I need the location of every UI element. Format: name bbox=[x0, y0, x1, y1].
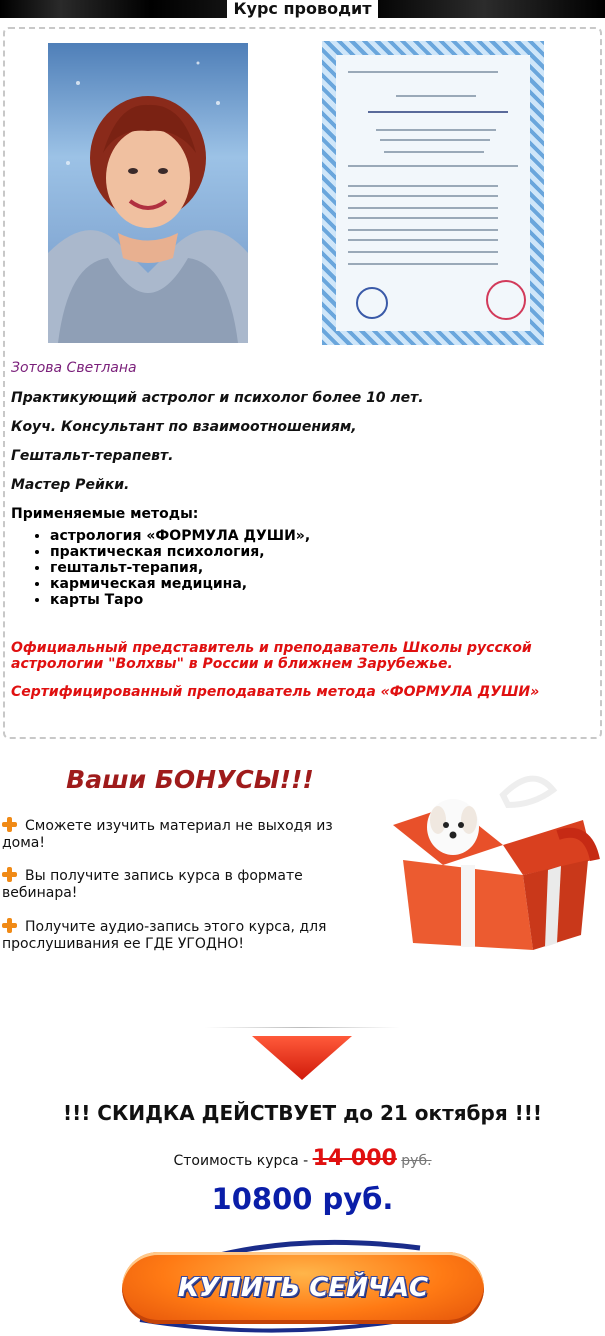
teacher-photo bbox=[48, 43, 248, 343]
teacher-name: Зотова Светлана bbox=[11, 360, 137, 376]
certified-note: Сертифицированный преподаватель метода «ФОРМУЛА ДУШИ» bbox=[11, 684, 540, 700]
old-price-unit: руб. bbox=[401, 1153, 432, 1169]
bonus-item: Сможете изучить материал не выходя из дома! bbox=[2, 818, 333, 851]
old-price: 14 000 bbox=[312, 1146, 397, 1171]
bonus-item: Получите аудио-запись этого курса, для прослушивания ее ГДЕ УГОДНО! bbox=[2, 919, 327, 952]
plus-icon bbox=[2, 867, 17, 882]
certificate-image bbox=[322, 41, 544, 345]
price-row bbox=[0, 1146, 605, 1171]
list-item: • кармическая медицина, bbox=[50, 576, 310, 592]
list-item: • гештальт-терапия, bbox=[50, 560, 310, 576]
list-item: • карты Таро bbox=[50, 592, 310, 608]
teacher-line: Коуч. Консультант по взаимоотношениям, bbox=[11, 419, 357, 435]
methods-title: Применяемые методы: bbox=[11, 506, 199, 522]
divider bbox=[205, 1027, 400, 1028]
price-label: Стоимость курса - bbox=[173, 1153, 313, 1169]
plus-icon bbox=[2, 817, 17, 832]
list-item: • астрология «ФОРМУЛА ДУШИ», bbox=[50, 528, 310, 544]
teacher-line: Мастер Рейки. bbox=[11, 477, 130, 493]
list-item: • практическая психология, bbox=[50, 544, 310, 560]
arrow-down-icon bbox=[252, 1032, 352, 1082]
official-note: Официальный представитель и преподаватель Школы русской астрологии "Волхвы" в России и ближнем Зарубежье. bbox=[11, 640, 532, 672]
methods-list bbox=[30, 528, 310, 608]
discount-deadline: !!! СКИДКА ДЕЙСТВУЕТ до 21 октября !!! bbox=[62, 1101, 542, 1125]
teacher-line: Гештальт-терапевт. bbox=[11, 448, 174, 464]
bonus-title: Ваши БОНУСЫ!!! bbox=[66, 765, 314, 794]
teacher-card bbox=[3, 27, 602, 739]
new-price: 10800 руб. bbox=[211, 1182, 394, 1216]
teacher-line: Практикующий астролог и психолог более 10 лет. bbox=[11, 390, 424, 406]
bonus-item: Вы получите запись курса в формате вебинара! bbox=[2, 868, 303, 901]
buy-now-label: КУПИТЬ СЕЙЧАС bbox=[177, 1273, 429, 1303]
section-title: Курс проводит bbox=[0, 0, 605, 18]
gift-box-image bbox=[383, 765, 601, 953]
buy-now-button[interactable] bbox=[122, 1252, 484, 1324]
plus-icon bbox=[2, 918, 17, 933]
